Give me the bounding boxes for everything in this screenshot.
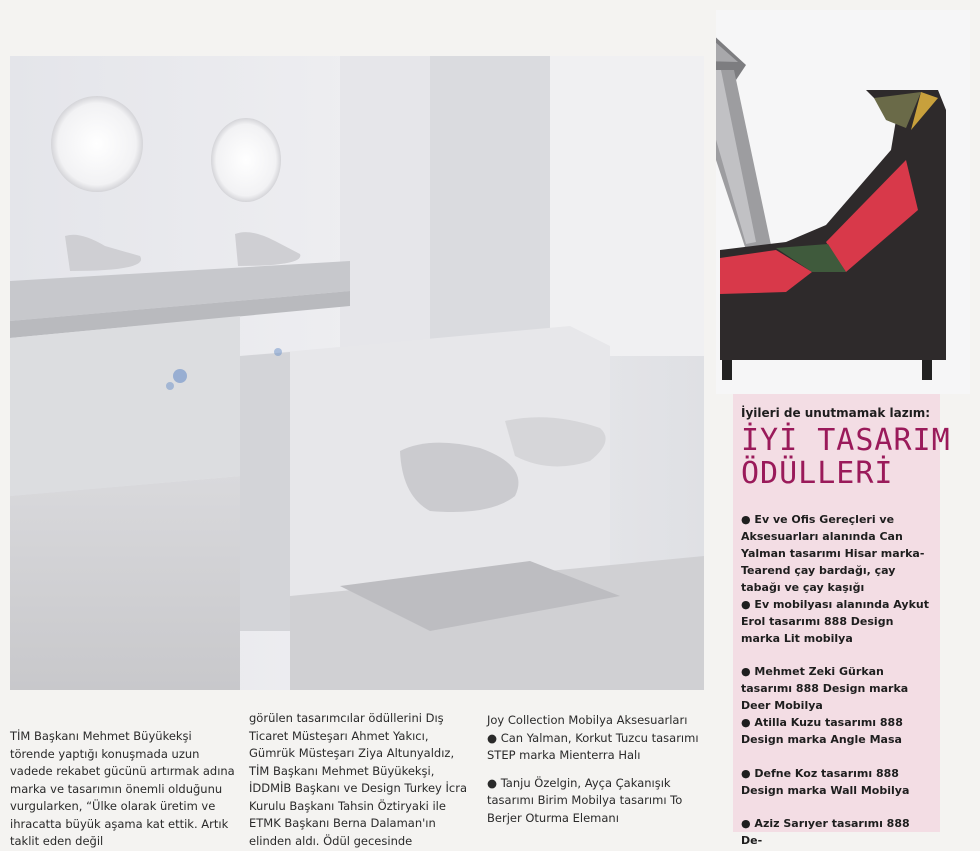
sidebar-kicker: İyileri de unutmamak lazım: — [741, 406, 931, 420]
chair-illustration — [716, 10, 970, 394]
award-item: ● Aziz Sarıyer tasarımı 888 De- — [741, 817, 910, 847]
headline-line: ÖDÜLLERİ — [741, 456, 894, 491]
bathroom-illustration — [10, 56, 704, 690]
sidebar-headline — [741, 424, 951, 490]
article-column-1: TİM Başkanı Mehmet Büyükekşi törende yaptığı konuşmada uzun vadede rekabet gücünü artırmak adına marka ve tasarımın önemli olduğunu vurgularken, “Ülke olarak üretim ve ihracatta büyük aşama kat ettik. Artık taklit eden değil — [10, 729, 235, 848]
award-item: ● Ev mobilyası alanında Aykut Erol tasarımı 888 Design marka Lit mobilya — [741, 598, 929, 645]
round-mirror — [51, 96, 143, 192]
article-column-3 — [487, 712, 713, 827]
article-column-2: görülen tasarımcılar ödüllerini Dış Ticaret Müsteşarı Ahmet Yakıcı, Gümrük Müsteşarı Ziya Altunyaldız, TİM Başkanı Mehmet Büyükekşi, İDDMİB Başkanı ve Design Turkey İcra Kurulu Başkanı Tahsin Öztiryaki ile ETMK Başkanı Berna Dalaman'ın elinden aldı. Ödül gecesinde — [249, 711, 468, 848]
award-item: ● Atilla Kuzu tasarımı 888 Design marka Angle Masa — [741, 716, 903, 746]
round-mirror — [211, 118, 281, 202]
award-item: ● Mehmet Zeki Gürkan tasarımı 888 Design marka Deer Mobilya — [741, 665, 909, 712]
bathroom-photo — [10, 56, 704, 690]
article-line: Joy Collection Mobilya Aksesuarları — [487, 713, 688, 727]
award-item: ● Defne Koz tasarımı 888 Design marka Wall Mobilya — [741, 767, 910, 797]
article-line: ● Tanju Özelgin, Ayça Çakanışık tasarımı Birim Mobilya tasarımı To Berjer Oturma Elemanı — [487, 775, 683, 825]
headline-line: İYİ TASARIM — [741, 423, 951, 458]
article-line: ● Can Yalman, Korkut Tuzcu tasarımı STEP marka Mienterra Halı — [487, 730, 699, 762]
award-item: ● Ev ve Ofis Gereçleri ve Aksesuarları alanında Can Yalman tasarımı Hisar marka-Tearend çay bardağı, çay tabağı ve çay kaşığı — [741, 513, 925, 594]
chair-photo — [716, 10, 970, 394]
